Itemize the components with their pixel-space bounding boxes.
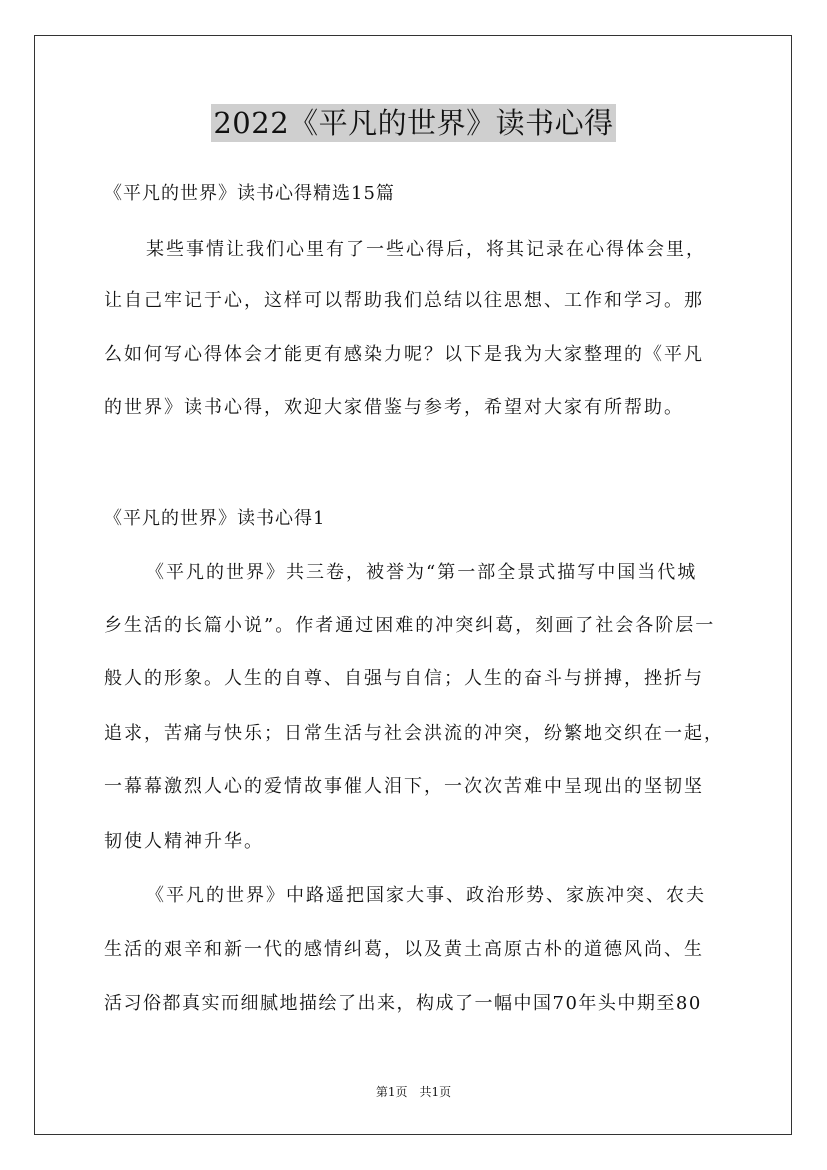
paragraph-line: 一幕幕激烈人心的爱情故事催人泪下，一次次苦难中呈现出的坚韧坚 bbox=[104, 776, 704, 797]
intro-line: 的世界》读书心得，欢迎大家借鉴与参考，希望对大家有所帮助。 bbox=[104, 397, 684, 418]
intro-line: 某些事情让我们心里有了一些心得后，将其记录在心得体会里， bbox=[146, 239, 706, 260]
paragraph-line: 追求，苦痛与快乐；日常生活与社会洪流的冲突，纷繁地交织在一起， bbox=[104, 723, 724, 744]
section-heading: 《平凡的世界》读书心得1 bbox=[104, 508, 326, 529]
intro-line: 么如何写心得体会才能更有感染力呢？以下是我为大家整理的《平凡 bbox=[104, 344, 704, 365]
paragraph-line: 般人的形象。人生的自尊、自强与自信；人生的奋斗与拼搏，挫折与 bbox=[104, 668, 704, 689]
paragraph-line: 生活的艰辛和新一代的感情纠葛，以及黄土高原古朴的道德风尚、生 bbox=[104, 939, 704, 960]
title-container bbox=[0, 104, 827, 142]
page-footer: 第1页 共1页 bbox=[375, 1085, 452, 1099]
paragraph-line: 活习俗都真实而细腻地描绘了出来，构成了一幅中国70年头中期至80 bbox=[104, 993, 702, 1014]
paragraph-line: 乡生活的长篇小说”。作者通过困难的冲突纠葛，刻画了社会各阶层一 bbox=[104, 615, 716, 636]
paragraph-line: 《平凡的世界》中路遥把国家大事、政治形势、家族冲突、农夫 bbox=[146, 885, 706, 906]
paragraph-line: 《平凡的世界》共三卷，被誉为“第一部全景式描写中国当代城 bbox=[146, 562, 698, 583]
document-subtitle: 《平凡的世界》读书心得精选15篇 bbox=[104, 183, 395, 204]
intro-line: 让自己牢记于心，这样可以帮助我们总结以往思想、工作和学习。那 bbox=[104, 290, 704, 311]
document-title: 2022《平凡的世界》读书心得 bbox=[213, 106, 614, 140]
paragraph-line: 韧使人精神升华。 bbox=[104, 831, 264, 852]
